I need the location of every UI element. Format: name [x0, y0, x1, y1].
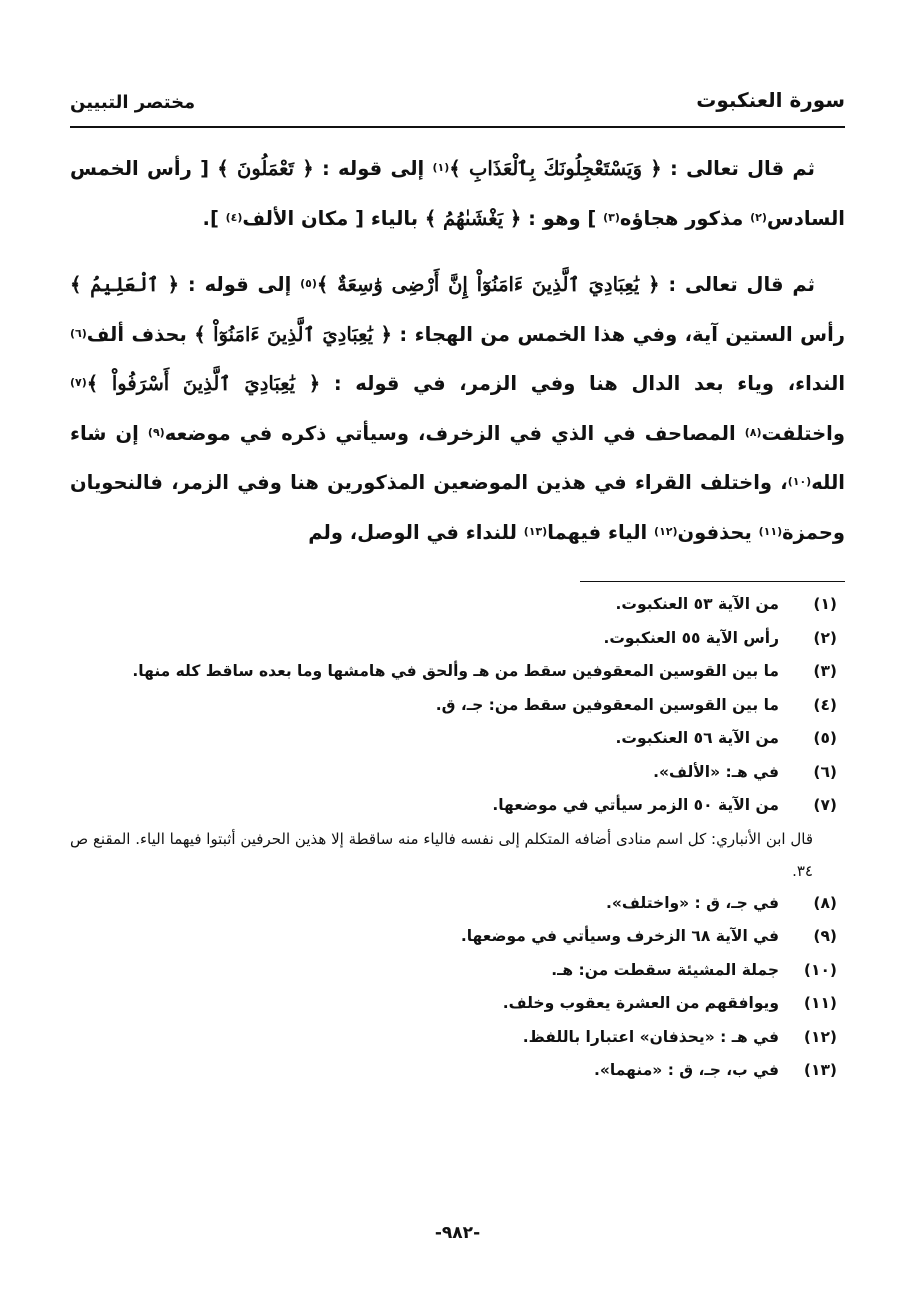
footnote-ref: (٧)	[70, 376, 87, 389]
footnote	[70, 987, 845, 1021]
footnote-number: (١٣)	[803, 1061, 837, 1079]
text-run: للنداء في الوصل، ولم	[308, 520, 524, 544]
footnote-ref: (١٣)	[523, 524, 548, 538]
quran-quote: ﴿ يَٰعِبَادِيَ ٱلَّذِينَ ءَامَنُوٓاْ إِنَّ أَرْضِى وَٰسِعَةٌ ﴾	[316, 273, 660, 296]
footnote-text: ما بين القوسين المعقوفين سقط من: جـ، ق.	[435, 695, 779, 714]
footnote	[70, 887, 845, 921]
quran-quote: ﴿ يَغْشَىٰهُمُ ﴾	[424, 206, 522, 230]
text-run: إلى قوله :	[179, 273, 301, 296]
footnote	[70, 920, 845, 954]
footnotes	[70, 588, 845, 1088]
footnote-text: في الآية ٦٨ الزخرف وسيأتي في موضعها.	[460, 927, 779, 945]
footnote-number: (٩)	[813, 927, 837, 945]
text-run: إلى قوله :	[313, 157, 433, 180]
footnote-number: (٥)	[813, 729, 837, 747]
text-run: بالياء [ مكان الألف	[242, 206, 425, 230]
footnote-number: (١٢)	[803, 1027, 837, 1046]
footnote	[70, 954, 845, 988]
footnote-ref: (١٢)	[654, 524, 678, 538]
footnote-divider	[580, 581, 845, 582]
footnote-text: في جـ، ق : «واختلف».	[606, 893, 779, 912]
footnote-ref: (٣)	[603, 210, 620, 224]
quran-quote: ﴿ وَيَسْتَعْجِلُونَكَ بِٱلْعَذَابِ ﴾	[449, 157, 662, 180]
text-run: [ رأس الخمس السادس	[70, 157, 845, 230]
footnote-number: (١١)	[803, 994, 837, 1012]
main-text	[70, 146, 845, 559]
text-run: مذكور هجاؤه	[619, 206, 751, 230]
footnote-ref: (١٠)	[787, 475, 812, 488]
footnote	[70, 689, 845, 723]
quran-quote: ﴿ يَٰعِبَادِيَ ٱلَّذِينَ ءَامَنُوٓاْ ﴾	[194, 322, 392, 346]
quran-quote: ﴿ ٱلْعَلِيمُ ﴾	[70, 273, 180, 296]
surah-title: سورة العنكبوت	[696, 88, 845, 112]
footnote-text: جملة المشيئة سقطت من: هـ.	[551, 960, 779, 979]
text-run: إن شاء الله	[70, 421, 845, 494]
quran-quote: ﴿ يَٰعِبَادِيَ ٱلَّذِينَ أَسْرَفُواْ ﴾	[86, 372, 321, 395]
running-header	[70, 70, 845, 128]
footnote	[70, 622, 845, 656]
text-run: ، واختلف القراء في هذين الموضعين المذكورين هنا وفي الزمر، فالنحويان وحمزة	[70, 471, 845, 544]
footnote-text: ما بين القوسين المعقوفين سقط من هـ وألحق في هامشها وما بعده ساقط كله منها.	[132, 662, 779, 680]
footnote	[70, 756, 845, 790]
footnote	[70, 1021, 845, 1055]
text-run: ثم قال تعالى :	[661, 157, 816, 180]
text-run: النداء، وياء بعد الدال هنا وفي الزمر، في قوله :	[320, 372, 846, 395]
footnote-text: في ب، جـ، ق : «منهما».	[594, 1061, 779, 1079]
footnote-ref: (٢)	[750, 210, 767, 224]
footnote-ref: (٦)	[70, 326, 87, 340]
page	[70, 70, 845, 1088]
quran-quote: ﴿ تَعْمَلُونَ ﴾	[217, 157, 314, 180]
text-run: الياء فيهما	[547, 520, 655, 544]
text-run: ثم قال تعالى :	[659, 273, 816, 296]
footnote	[70, 722, 845, 756]
footnote-ref: (٨)	[744, 425, 762, 439]
footnote-text: في هـ: «الألف».	[653, 762, 779, 781]
footnote-text: في هـ : «يحذفان» اعتبارا باللفظ.	[522, 1027, 779, 1046]
footnote-ref: (٩)	[147, 425, 165, 439]
footnote-number: (٢)	[813, 628, 837, 647]
footnote-ref: (١)	[432, 161, 450, 174]
text-run: بحذف ألف	[86, 322, 195, 346]
text-run: المصاحف في الذي في الزخرف، وسيأتي ذكره في موضعه	[164, 421, 745, 445]
page-number: -٩٨٢-	[434, 1223, 481, 1243]
footnote-number: (٤)	[813, 695, 837, 714]
paragraph-1	[70, 146, 845, 245]
text-run: يحذفون	[677, 520, 759, 544]
footnote-number: (١)	[813, 595, 837, 613]
footnote	[70, 789, 845, 823]
footnote-number: (١٠)	[803, 960, 837, 979]
footnote-number: (٧)	[813, 796, 837, 814]
text-run: واختلفت	[761, 421, 845, 445]
footnote-ref: (٥)	[300, 277, 317, 290]
footnote	[70, 1054, 845, 1088]
text-run: ].	[202, 206, 226, 230]
footnote-text: من الآية ٥٠ الزمر سيأتي في موضعها.	[492, 796, 779, 814]
footnote-continuation: قال ابن الأنباري: كل اسم منادى أضافه المتكلم إلى نفسه فالياء منه ساقطة إلا هذين الحرفين أثبتوا فيهما الياء. المقنع ص ٣٤.	[70, 829, 813, 880]
footnote-text: رأس الآية ٥٥ العنكبوت.	[603, 628, 779, 647]
footnote	[70, 655, 845, 689]
footnote	[70, 588, 845, 622]
footnote-number: (٦)	[813, 762, 837, 781]
footnote-number: (٨)	[813, 893, 837, 912]
footnote-ref: (٤)	[225, 210, 243, 224]
footnote-text: من الآية ٥٦ العنكبوت.	[615, 729, 779, 747]
text-run: رأس الستين آية، وفي هذا الخمس من الهجاء :	[391, 322, 846, 346]
footnote-ref: (١١)	[758, 524, 783, 538]
book-title: مختصر التبيين	[70, 92, 196, 113]
footnote-text: من الآية ٥٣ العنكبوت.	[615, 595, 779, 613]
footnote-number: (٣)	[813, 662, 837, 680]
paragraph-2	[70, 262, 845, 559]
footnote-text: ويوافقهم من العشرة يعقوب وخلف.	[502, 994, 779, 1012]
text-run: ] وهو :	[521, 206, 604, 230]
